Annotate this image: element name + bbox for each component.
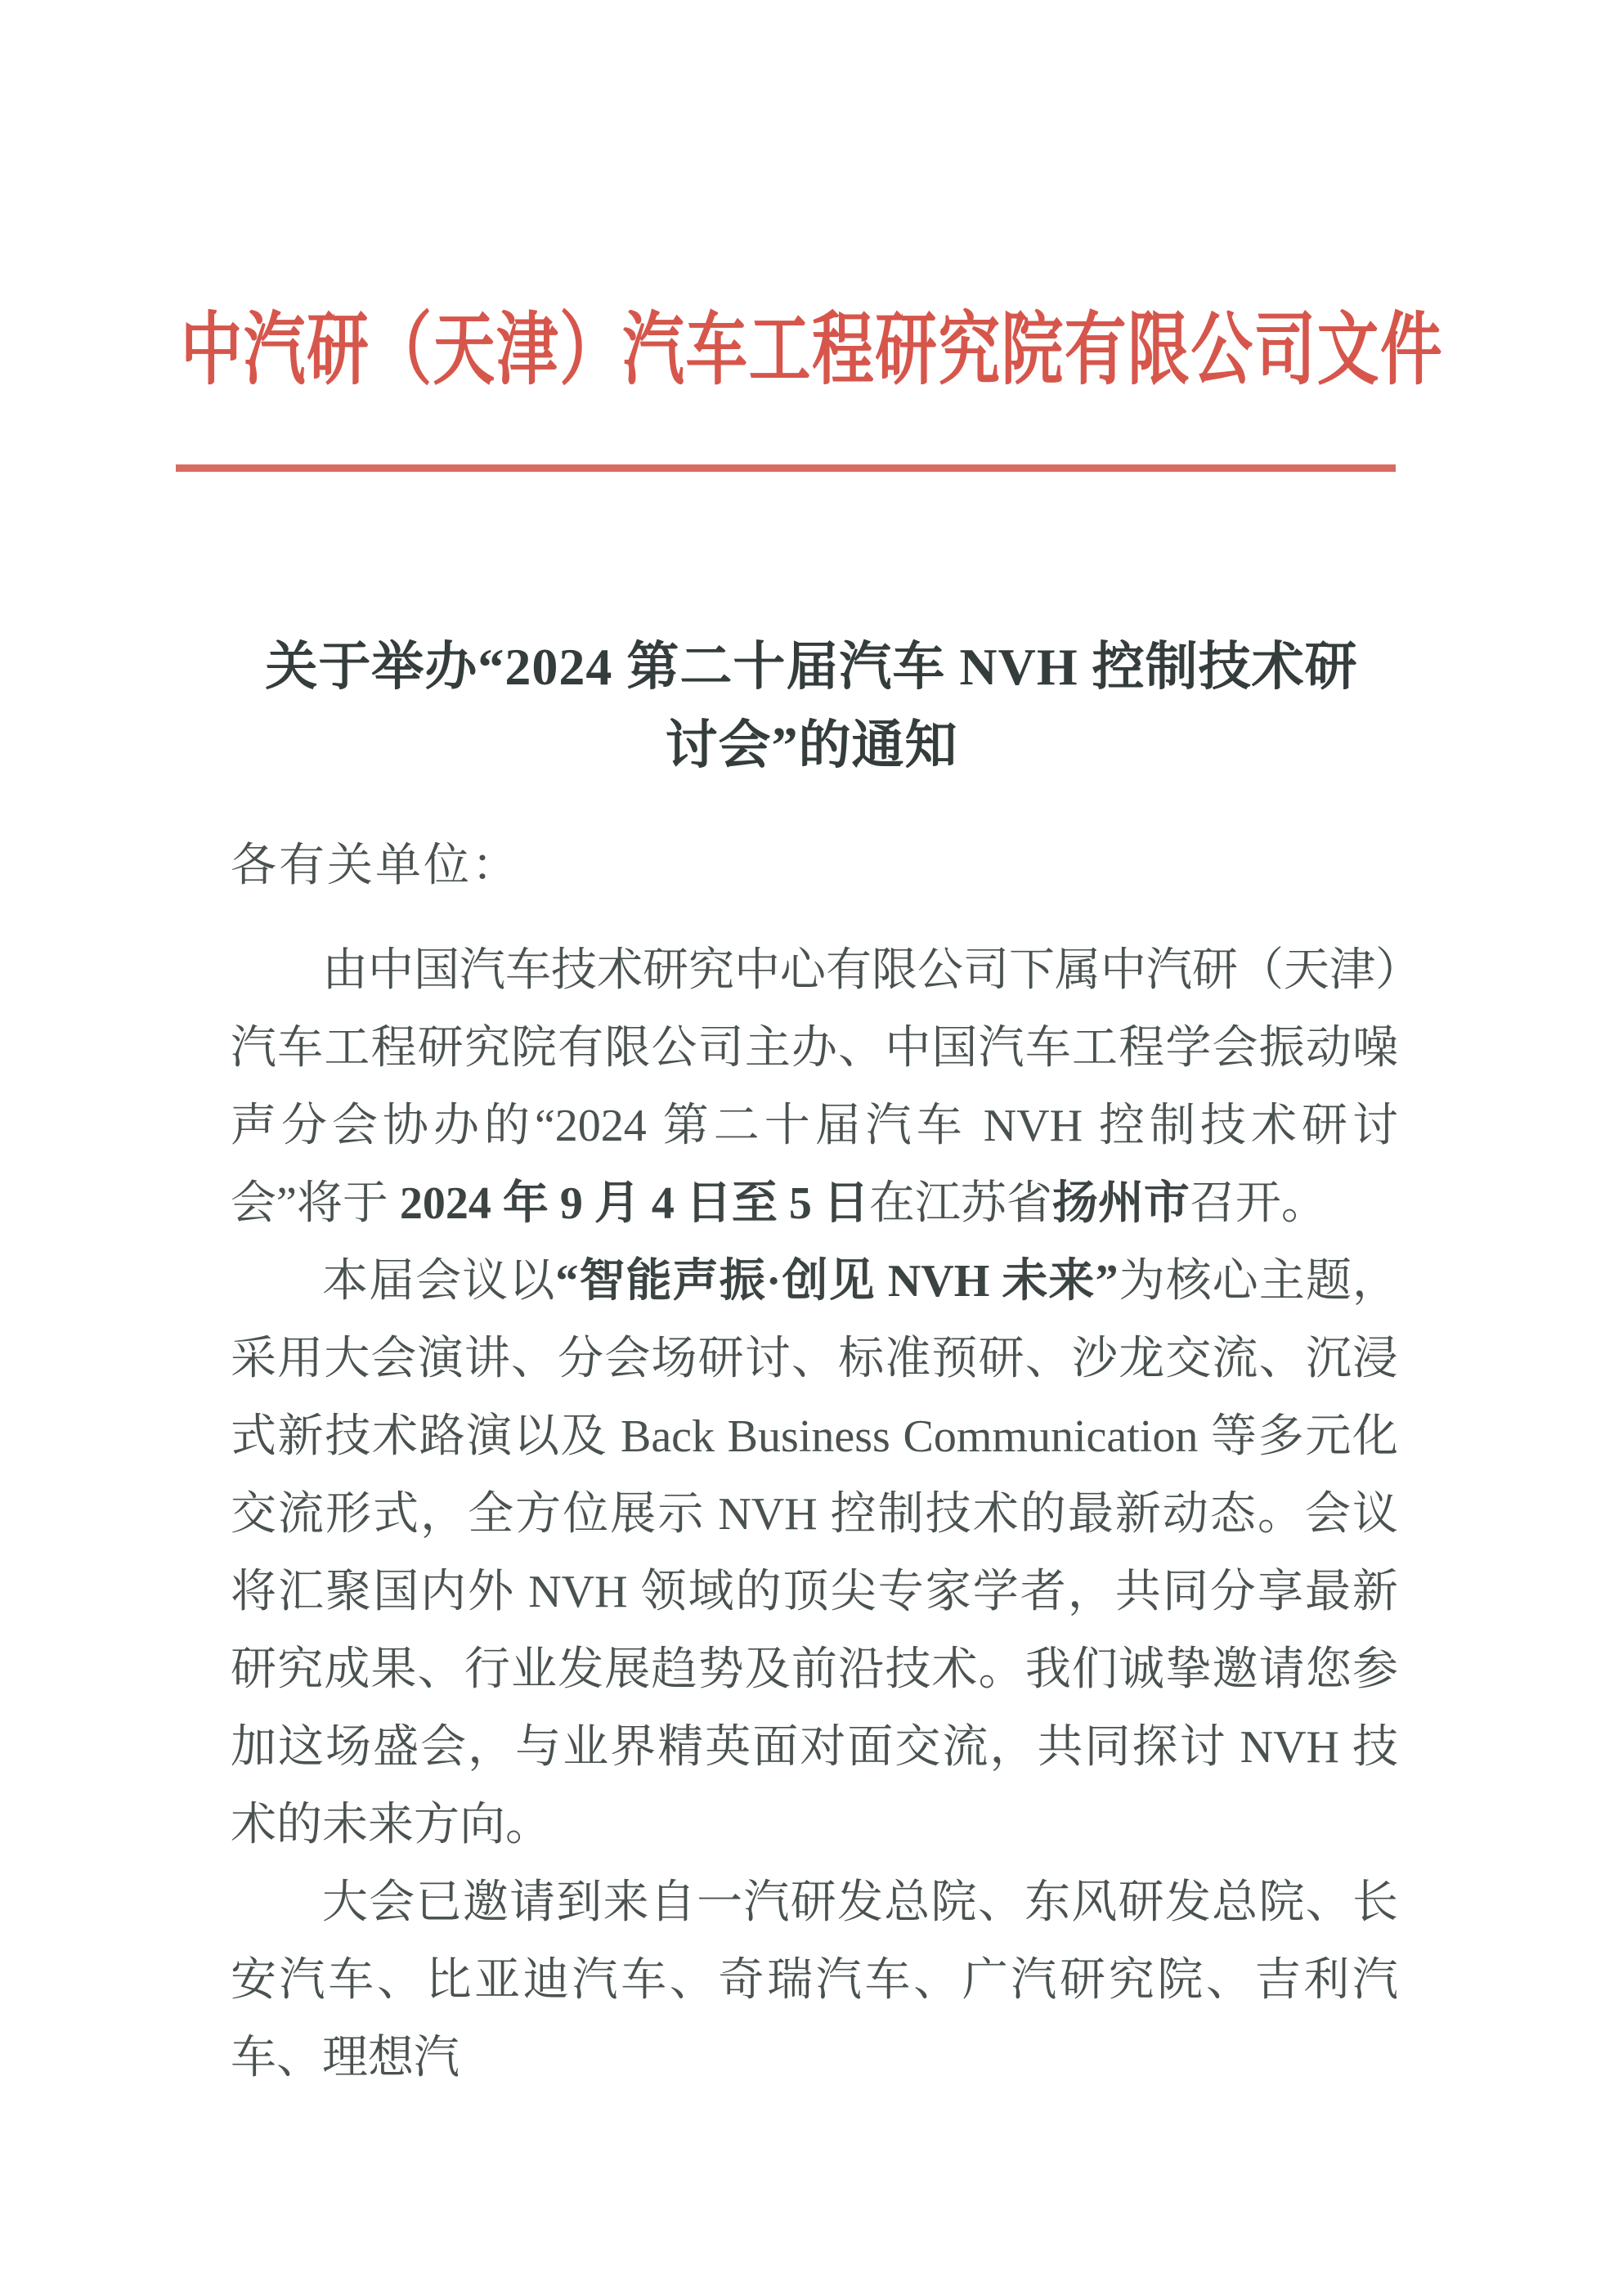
org-title: 中汽研（天津）汽车工程研究院有限公司文件	[180, 307, 1443, 394]
body-text-run: 由中国汽车技术研究中心有限公司下属中汽研（天津）汽车工程研究院有限公司主办、中国汽车工程学会振动噪声分会协办的“2024 第二十届汽车 NVH 控制技术研讨会”将于	[231, 945, 1398, 1229]
notice-title	[0, 628, 1623, 785]
emphasis-text: 扬州市	[1051, 1178, 1190, 1229]
body-text-run: 在江苏省	[868, 1178, 1052, 1229]
emphasis-text: “智能声振·创见 NVH 未来”	[555, 1256, 1119, 1307]
letterhead-divider	[176, 464, 1396, 472]
body-paragraphs	[231, 932, 1398, 2097]
notice-title-line2: 讨会”的通知	[665, 716, 958, 774]
notice-title-line1: 关于举办“2024 第二十届汽车 NVH 控制技术研	[265, 638, 1358, 696]
body-text-run: 召开。	[1189, 1178, 1327, 1229]
body-text-run: 大会已邀请到来自一汽研发总院、东风研发总院、长安汽车、比亚迪汽车、奇瑞汽车、广汽研究院、吉利汽车、理想汽	[231, 1877, 1398, 2083]
paragraph	[231, 1243, 1398, 1864]
body-text-run: 为核心主题，采用大会演讲、分会场研讨、标准预研、沙龙交流、沉浸式新技术路演以及 Back Business Communication 等多元化交流形式，全方位展示 NVH 控制技术的最新动态。会议将汇聚国内外 NVH 领域的顶尖专家学者，共同分享最新研究成果、行业发展趋势及前沿技术。我们诚挚邀请您参加这场盛会，与业界精英面对面交流，共同探讨 NVH 技术的未来方向。	[231, 1256, 1399, 1850]
salutation: 各有关单位：	[231, 841, 520, 891]
letterhead	[0, 301, 1623, 400]
emphasis-text: 2024 年 9 月 4 日至 5 日	[399, 1178, 869, 1229]
body-text-run: 本届会议以	[322, 1256, 556, 1307]
paragraph	[231, 932, 1398, 1243]
paragraph	[231, 1864, 1398, 2097]
